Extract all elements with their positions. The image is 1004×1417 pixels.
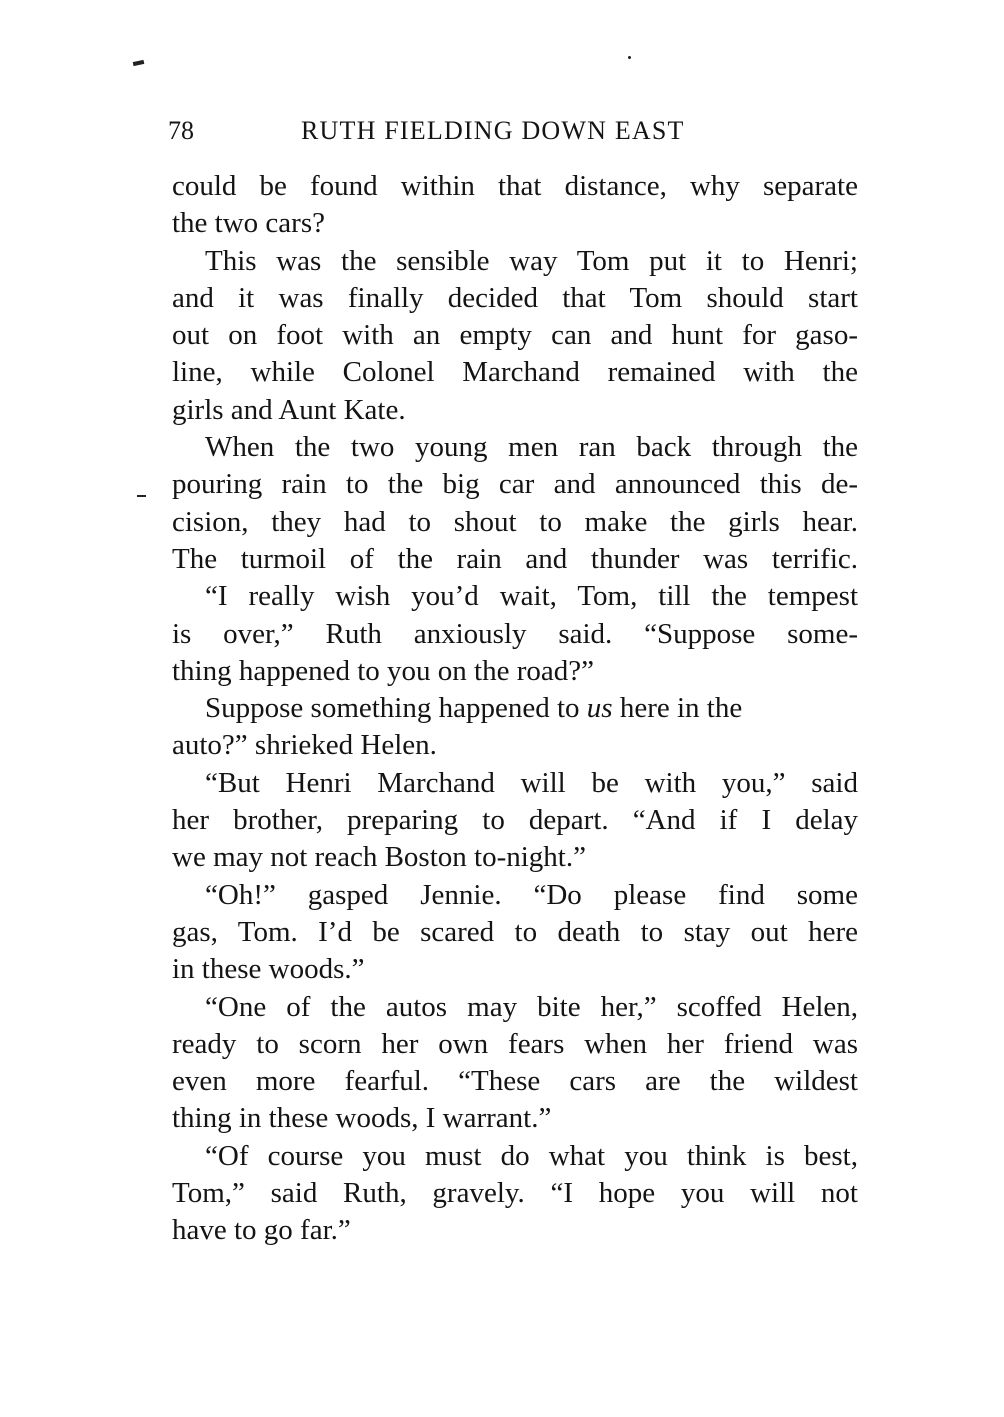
running-title: RUTH FIELDING DOWN EAST xyxy=(301,116,685,145)
text-line: we may not reach Boston to-night.” xyxy=(172,841,586,874)
page-number: 78 xyxy=(168,116,194,145)
text-line: “One of the autos may bite her,” scoffed Helen, xyxy=(205,990,858,1023)
text-line: “Oh!” gasped Jennie. “Do please find some xyxy=(205,878,858,911)
text-line: and it was finally decided that Tom should start xyxy=(172,281,858,314)
text-line: ready to scorn her own fears when her friend was xyxy=(172,1027,858,1060)
text-line: out on foot with an empty can and hunt for gaso- xyxy=(172,319,858,352)
body-text xyxy=(172,168,858,1250)
text-line: could be found within that distance, why separate xyxy=(172,170,858,202)
text-line: This was the sensible way Tom put it to Henri; xyxy=(205,244,858,277)
text-line xyxy=(172,690,858,727)
text-line: is over,” Ruth anxiously said. “Suppose some- xyxy=(172,617,858,650)
text-line: cision, they had to shout to make the girls hear. xyxy=(172,505,858,538)
text-line: auto?” shrieked Helen. xyxy=(172,729,437,762)
text-line: The turmoil of the rain and thunder was terrific. xyxy=(172,542,858,575)
text-line: When the two young men ran back through the xyxy=(205,431,858,464)
text-line: gas, Tom. I’d be scared to death to stay out here xyxy=(172,915,858,948)
text-line: “I really wish you’d wait, Tom, till the tempest xyxy=(205,580,858,613)
text-line: in these woods.” xyxy=(172,953,365,986)
ink-speck xyxy=(628,56,631,59)
text-line: pouring rain to the big car and announced this de- xyxy=(172,468,858,501)
text-line: Tom,” said Ruth, gravely. “I hope you will not xyxy=(172,1177,858,1210)
ink-speck xyxy=(137,495,146,497)
page-header xyxy=(168,113,868,149)
text-segment: Suppose something happened to xyxy=(205,692,587,725)
text-line: even more fearful. “These cars are the wildest xyxy=(172,1065,858,1098)
text-line: her brother, preparing to depart. “And if I delay xyxy=(172,804,858,837)
text-line: thing happened to you on the road?” xyxy=(172,654,594,687)
text-line: thing in these woods, I warrant.” xyxy=(172,1102,552,1135)
text-line: the two cars? xyxy=(172,207,325,240)
text-line: girls and Aunt Kate. xyxy=(172,393,406,426)
text-segment: here in the xyxy=(612,692,743,725)
text-line: “But Henri Marchand will be with you,” said xyxy=(205,766,858,799)
text-line: “Of course you must do what you think is best, xyxy=(205,1139,858,1172)
text-line: have to go far.” xyxy=(172,1214,351,1247)
text-line: line, while Colonel Marchand remained with the xyxy=(172,356,858,389)
ink-speck xyxy=(133,60,145,66)
emphasis: us xyxy=(586,692,613,725)
